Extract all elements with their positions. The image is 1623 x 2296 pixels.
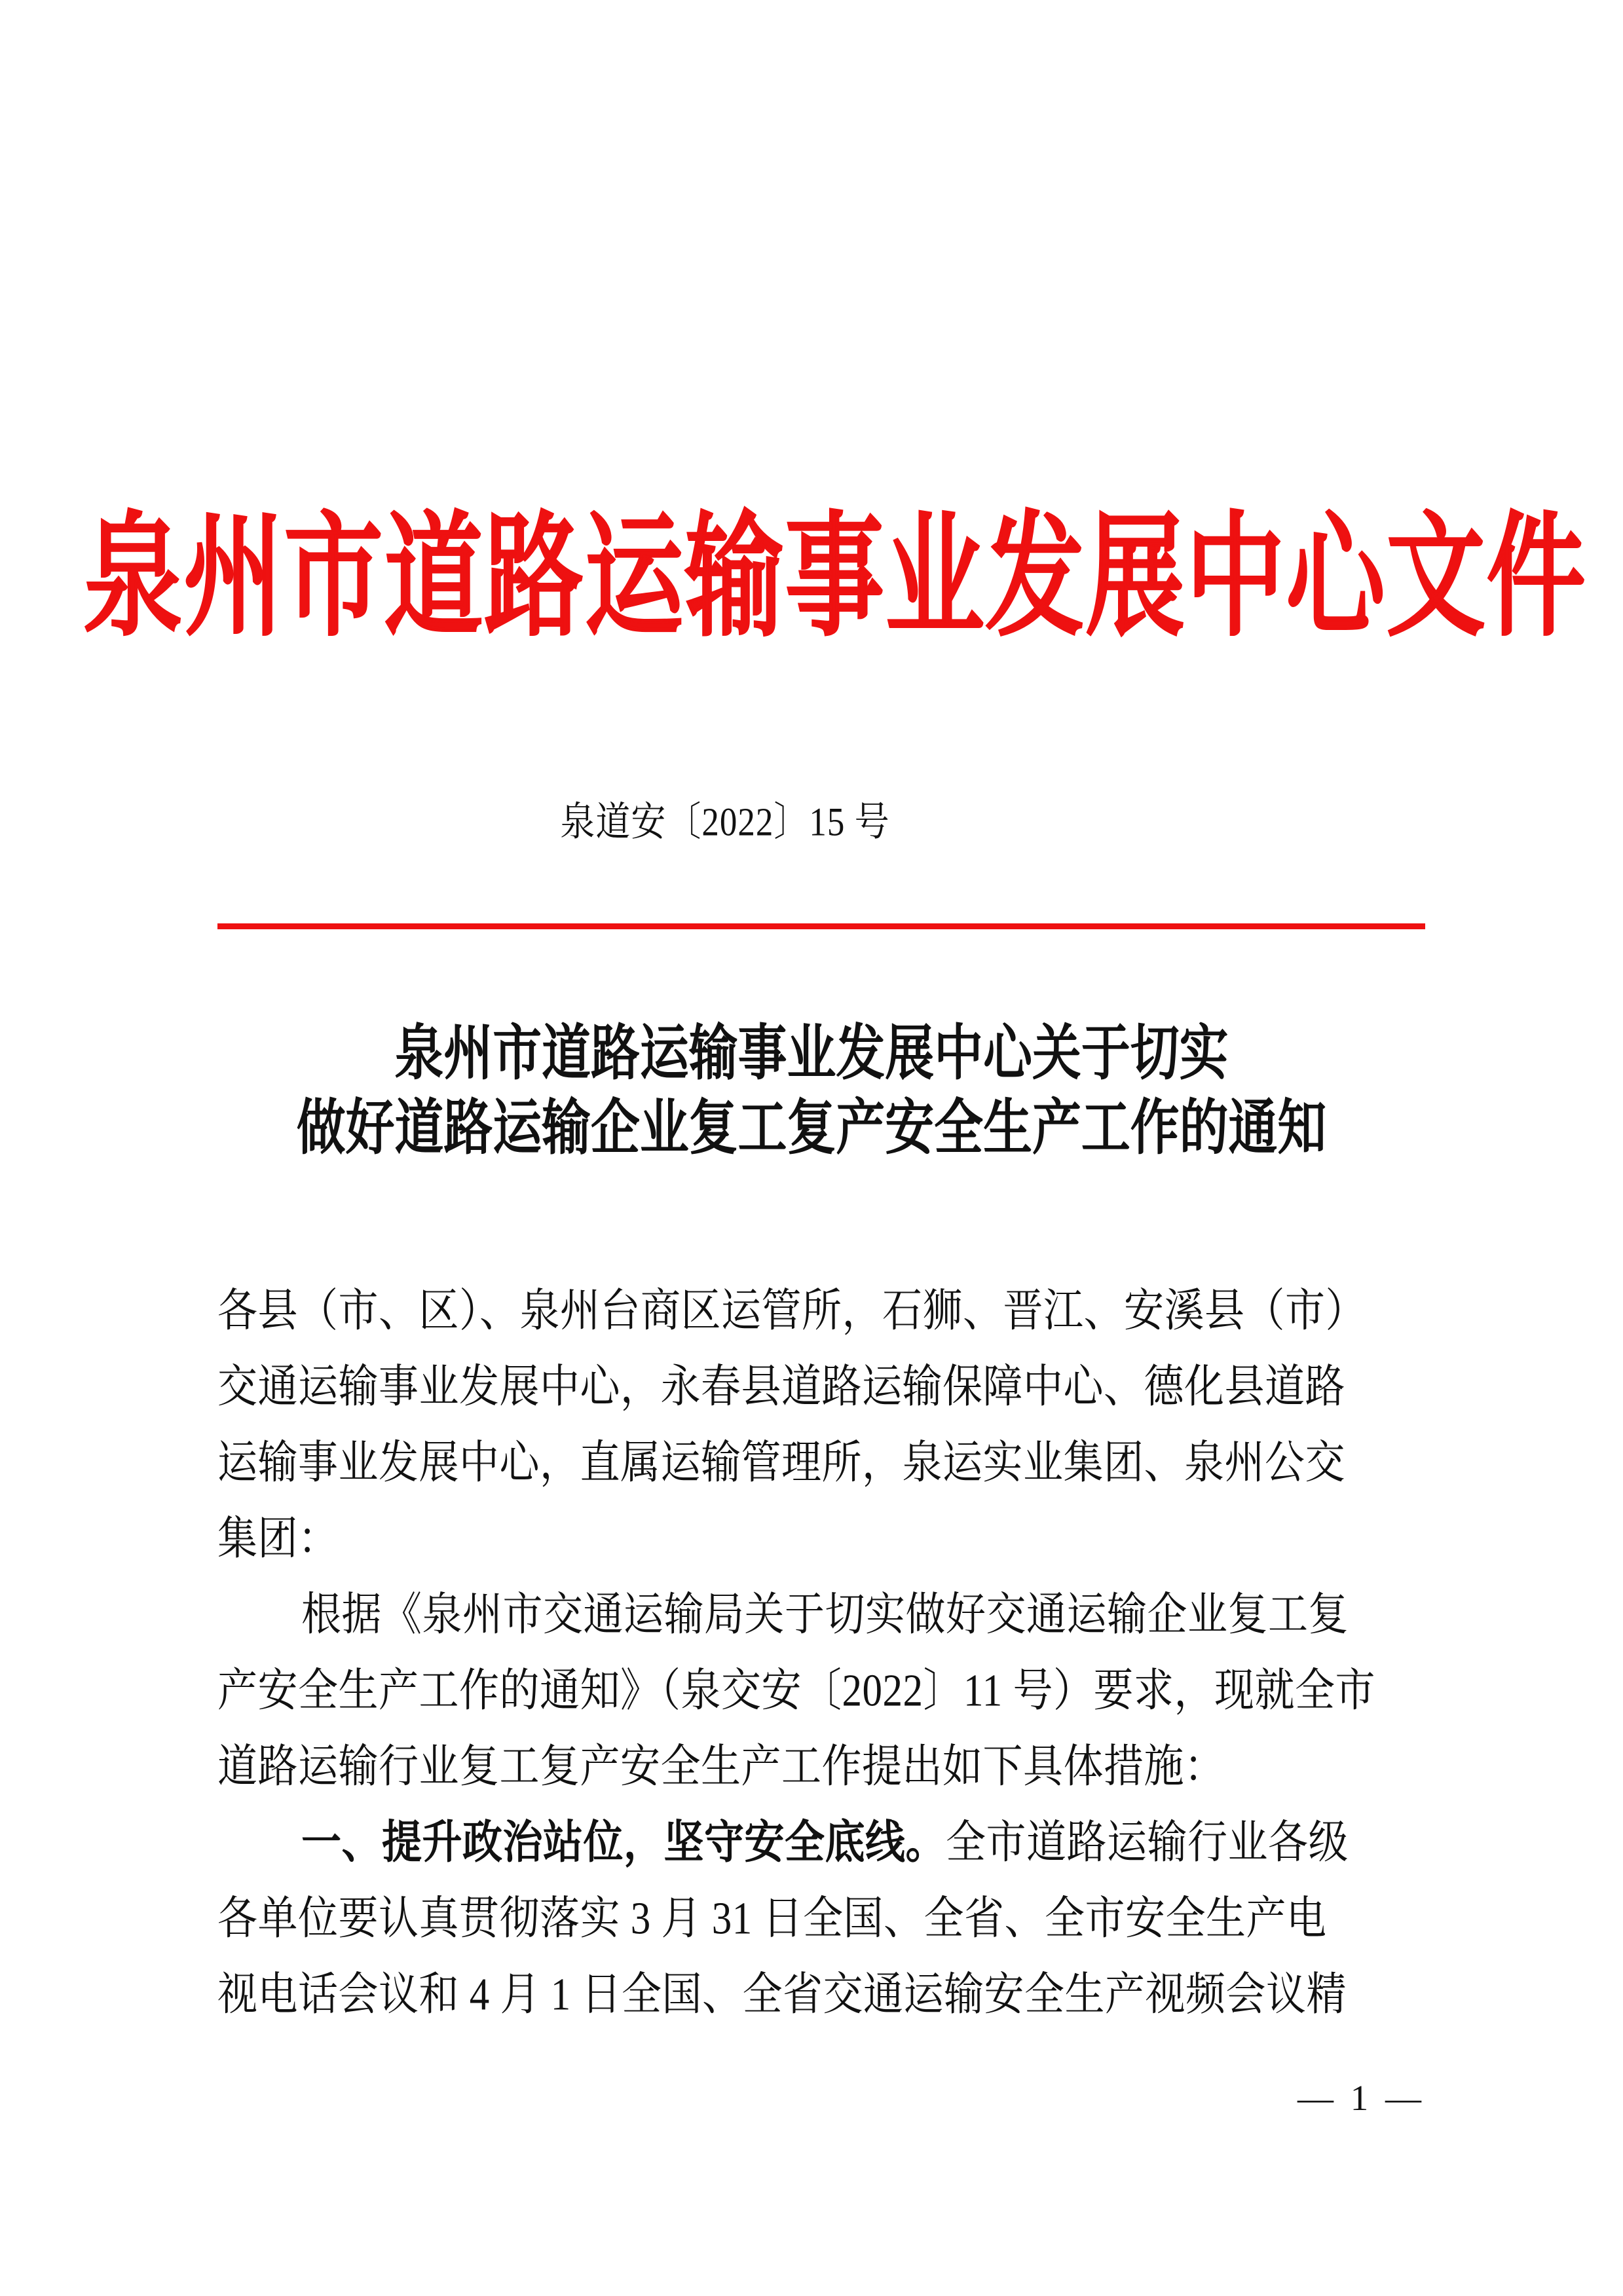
body-line xyxy=(217,1268,1425,1355)
body-line-text: 根据《泉州市交通运输局关于切实做好交通运输企业复工复 xyxy=(301,1590,1349,1640)
body-line xyxy=(217,1724,1425,1811)
body-line xyxy=(217,1572,1425,1659)
doc-title-line-2: 做好道路运输企业复工复产安全生产工作的通知 xyxy=(296,1094,1327,1162)
body-line xyxy=(217,1952,1425,2039)
body-line-text: 道路运输行业复工复产安全生产工作提出如下具体措施： xyxy=(217,1742,1225,1792)
body-line-text: 产安全生产工作的通知》（泉交安〔2022〕11 号）要求，现就全市 xyxy=(217,1666,1375,1716)
body-line xyxy=(217,1648,1425,1735)
body-line xyxy=(217,1344,1425,1431)
red-separator-rule xyxy=(217,923,1425,929)
body-line-text: 各县（市、区）、泉州台商区运管所，石狮、晋江、安溪县（市） xyxy=(217,1286,1366,1337)
masthead xyxy=(0,504,1623,653)
masthead-title: 泉州市道路运输事业发展中心文件 xyxy=(83,504,1587,653)
doc-number: 泉道安〔2022〕15 号 xyxy=(560,800,890,845)
document-body xyxy=(217,1274,1425,2033)
body-line-text: 交通运输事业发展中心，永春县道路运输保障中心、德化县道路 xyxy=(217,1362,1346,1413)
doc-title-line-1: 泉州市道路运输事业发展中心关于切实 xyxy=(394,1020,1229,1087)
body-line xyxy=(217,1496,1425,1583)
body-line-text: 全市道路运输行业各级 xyxy=(946,1818,1349,1868)
body-line xyxy=(217,1420,1425,1507)
body-line-text: 运输事业发展中心，直属运输管理所，泉运实业集团、泉州公交 xyxy=(217,1438,1346,1489)
doc-title xyxy=(0,1016,1623,1166)
body-line xyxy=(217,1876,1425,1963)
body-line-text: 集团： xyxy=(217,1514,339,1565)
page-number: — 1 — xyxy=(1297,2078,1425,2118)
body-line-text: 视电话会议和 4 月 1 日全国、全省交通运输安全生产视频会议精 xyxy=(217,1970,1347,2020)
body-line xyxy=(217,1800,1425,1887)
doc-number-row xyxy=(0,794,1623,843)
body-line-text: 各单位要认真贯彻落实 3 月 31 日全国、全省、全市安全生产电 xyxy=(217,1894,1327,1944)
body-line-bold-run: 一、提升政治站位，坚守安全底线。 xyxy=(301,1818,946,1868)
